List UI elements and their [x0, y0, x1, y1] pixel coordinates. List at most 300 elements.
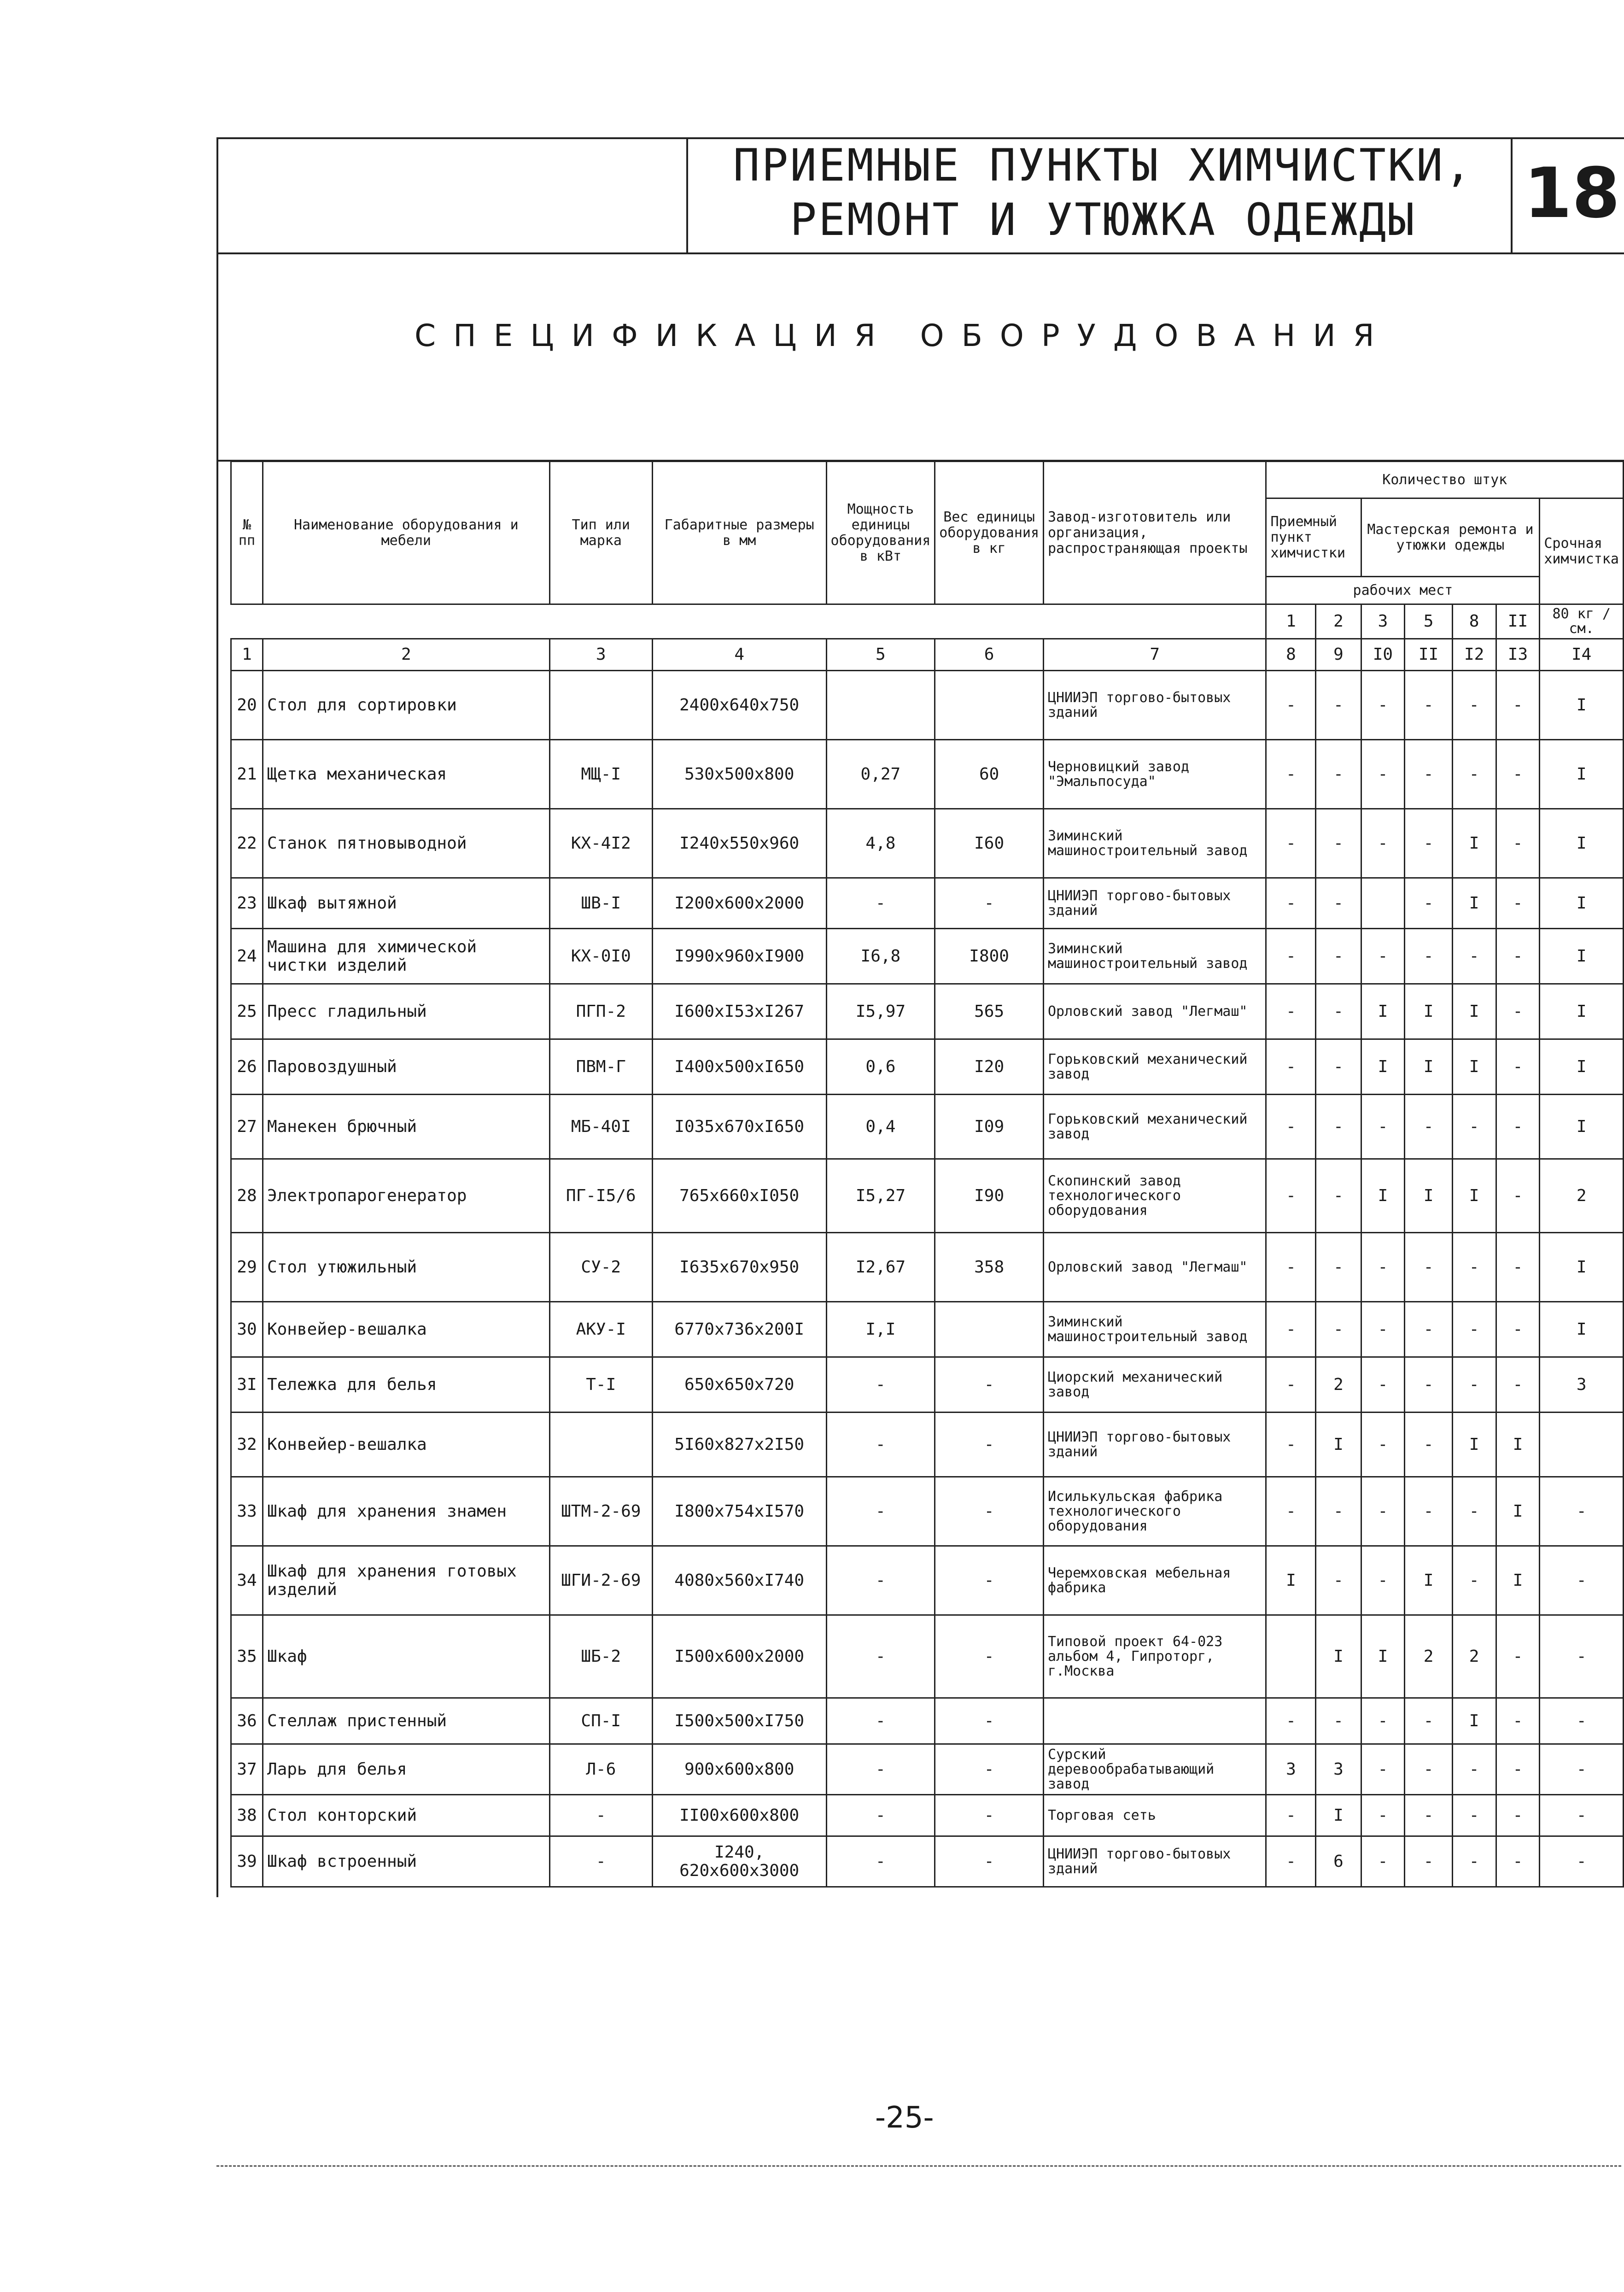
row-number: 37: [231, 1744, 263, 1795]
quantity-cell: -: [1496, 1357, 1540, 1413]
table-row: [231, 1477, 1624, 1546]
quantity-cell: -: [1361, 1546, 1405, 1615]
header-workplaces: рабочих мест: [1266, 577, 1540, 604]
quantity-cell: I: [1540, 1039, 1624, 1095]
equipment-name: Тележка для белья: [263, 1357, 549, 1413]
quantity-cell: -: [1266, 929, 1316, 984]
quantity-cell: -: [1405, 671, 1452, 740]
header-sub-6: II: [1496, 604, 1540, 639]
table-row: [231, 1039, 1624, 1095]
quantity-cell: -: [1266, 809, 1316, 878]
equipment-name: Шкаф вытяжной: [263, 878, 549, 929]
header-quantity: Количество штук: [1266, 462, 1624, 498]
quantity-cell: I: [1452, 878, 1496, 929]
equipment-name: Шкаф для хранения готовых изделий: [263, 1546, 549, 1615]
table-row: [231, 1095, 1624, 1159]
equipment-manufacturer: Горьковский механический завод: [1044, 1095, 1266, 1159]
equipment-weight: -: [935, 1744, 1044, 1795]
quantity-cell: -: [1361, 1233, 1405, 1302]
quantity-cell: -: [1266, 671, 1316, 740]
quantity-cell: -: [1266, 1302, 1316, 1357]
table-row: [231, 1413, 1624, 1477]
quantity-cell: I: [1361, 984, 1405, 1039]
column-number: 6: [935, 639, 1044, 671]
quantity-cell: -: [1316, 1159, 1361, 1233]
equipment-type: -: [549, 1795, 652, 1836]
equipment-manufacturer: Скопинский завод технологического оборудования: [1044, 1159, 1266, 1233]
equipment-name: Щетка механическая: [263, 740, 549, 809]
equipment-type: -: [549, 1836, 652, 1887]
quantity-cell: -: [1496, 1744, 1540, 1795]
equipment-dimensions: I500x500xI750: [652, 1698, 826, 1744]
equipment-type: МЩ-I: [549, 740, 652, 809]
quantity-cell: -: [1496, 1233, 1540, 1302]
quantity-cell: -: [1452, 1744, 1496, 1795]
equipment-name: Шкаф для хранения знамен: [263, 1477, 549, 1546]
column-number: I2: [1452, 639, 1496, 671]
quantity-cell: -: [1266, 1413, 1316, 1477]
equipment-type: КХ-4I2: [549, 809, 652, 878]
quantity-cell: -: [1316, 809, 1361, 878]
equipment-weight: [935, 1302, 1044, 1357]
quantity-cell: -: [1405, 1795, 1452, 1836]
quantity-cell: -: [1266, 1095, 1316, 1159]
table-row: [231, 1233, 1624, 1302]
equipment-manufacturer: ЦНИИЭП торгово-бытовых зданий: [1044, 1413, 1266, 1477]
equipment-manufacturer: Орловский завод "Легмаш": [1044, 1233, 1266, 1302]
equipment-power: -: [826, 1836, 935, 1887]
equipment-power: -: [826, 1546, 935, 1615]
row-number: 33: [231, 1477, 263, 1546]
row-number: 30: [231, 1302, 263, 1357]
equipment-spec-table: [230, 461, 1624, 1888]
quantity-cell: -: [1361, 1302, 1405, 1357]
table-row: [231, 1302, 1624, 1357]
equipment-dimensions: 2400x640x750: [652, 671, 826, 740]
row-number: 20: [231, 671, 263, 740]
quantity-cell: -: [1266, 1795, 1316, 1836]
quantity-cell: I: [1405, 984, 1452, 1039]
quantity-cell: I: [1540, 740, 1624, 809]
header-express: Срочная химчистка: [1540, 498, 1624, 604]
equipment-name: Манекен брючный: [263, 1095, 549, 1159]
quantity-cell: -: [1496, 1302, 1540, 1357]
equipment-type: ШГИ-2-69: [549, 1546, 652, 1615]
quantity-cell: I: [1496, 1546, 1540, 1615]
quantity-cell: -: [1496, 878, 1540, 929]
equipment-dimensions: 4080x560xI740: [652, 1546, 826, 1615]
header-sub-5: 8: [1452, 604, 1496, 639]
quantity-cell: -: [1452, 1357, 1496, 1413]
row-number: 34: [231, 1546, 263, 1615]
quantity-cell: I: [1540, 1302, 1624, 1357]
quantity-cell: I: [1452, 1159, 1496, 1233]
quantity-cell: -: [1405, 929, 1452, 984]
equipment-power: -: [826, 1615, 935, 1698]
quantity-cell: [1361, 878, 1405, 929]
quantity-cell: -: [1266, 1039, 1316, 1095]
quantity-cell: I: [1540, 809, 1624, 878]
column-number-row: [231, 639, 1624, 671]
quantity-cell: -: [1452, 1477, 1496, 1546]
row-number: 39: [231, 1836, 263, 1887]
equipment-type: Л-6: [549, 1744, 652, 1795]
header-sub-2: 2: [1316, 604, 1361, 639]
quantity-cell: -: [1316, 1233, 1361, 1302]
equipment-weight: -: [935, 1698, 1044, 1744]
equipment-dimensions: I200x600x2000: [652, 878, 826, 929]
equipment-power: 4,8: [826, 809, 935, 878]
equipment-dimensions: I240x550x960: [652, 809, 826, 878]
row-number: 29: [231, 1233, 263, 1302]
quantity-cell: -: [1316, 671, 1361, 740]
equipment-dimensions: 650x650x720: [652, 1357, 826, 1413]
equipment-power: -: [826, 1795, 935, 1836]
equipment-name: Конвейер-вешалка: [263, 1413, 549, 1477]
column-number: I0: [1361, 639, 1405, 671]
equipment-type: АКУ-I: [549, 1302, 652, 1357]
quantity-cell: -: [1266, 878, 1316, 929]
column-number: 4: [652, 639, 826, 671]
quantity-cell: I: [1361, 1615, 1405, 1698]
equipment-power: I5,27: [826, 1159, 935, 1233]
equipment-type: КХ-0I0: [549, 929, 652, 984]
equipment-type: [549, 1413, 652, 1477]
equipment-dimensions: 530x500x800: [652, 740, 826, 809]
quantity-cell: -: [1316, 1546, 1361, 1615]
quantity-cell: I: [1540, 878, 1624, 929]
header-weight: Вес единицы оборудования в кг: [935, 462, 1044, 604]
equipment-weight: [935, 671, 1044, 740]
equipment-manufacturer: Торговая сеть: [1044, 1795, 1266, 1836]
header-no: № пп: [231, 462, 263, 604]
equipment-weight: 565: [935, 984, 1044, 1039]
quantity-cell: -: [1496, 1159, 1540, 1233]
quantity-cell: -: [1405, 1302, 1452, 1357]
spec-rows: [231, 671, 1624, 1887]
equipment-manufacturer: Циорский механический завод: [1044, 1357, 1266, 1413]
equipment-name: Ларь для белья: [263, 1744, 549, 1795]
column-number: 2: [263, 639, 549, 671]
equipment-power: 0,4: [826, 1095, 935, 1159]
quantity-cell: I: [1496, 1413, 1540, 1477]
quantity-cell: -: [1452, 1795, 1496, 1836]
quantity-cell: -: [1266, 1159, 1316, 1233]
sheet-number: 18: [1524, 153, 1620, 234]
quantity-cell: -: [1496, 1698, 1540, 1744]
equipment-manufacturer: ЦНИИЭП торгово-бытовых зданий: [1044, 1836, 1266, 1887]
quantity-cell: -: [1452, 1546, 1496, 1615]
quantity-cell: -: [1405, 1095, 1452, 1159]
quantity-cell: 3: [1266, 1744, 1316, 1795]
quantity-cell: -: [1405, 740, 1452, 809]
equipment-manufacturer: Исилькульская фабрика технологического оборудования: [1044, 1477, 1266, 1546]
equipment-type: Т-I: [549, 1357, 652, 1413]
quantity-cell: I: [1316, 1615, 1361, 1698]
quantity-cell: 2: [1316, 1357, 1361, 1413]
equipment-dimensions: I600xI53xI267: [652, 984, 826, 1039]
quantity-cell: I: [1452, 984, 1496, 1039]
row-number: 28: [231, 1159, 263, 1233]
quantity-cell: -: [1540, 1477, 1624, 1546]
equipment-name: Стол конторский: [263, 1795, 549, 1836]
quantity-cell: -: [1266, 1477, 1316, 1546]
table-row: [231, 984, 1624, 1039]
quantity-cell: -: [1405, 1836, 1452, 1887]
row-number: 3I: [231, 1357, 263, 1413]
row-number: 26: [231, 1039, 263, 1095]
equipment-weight: -: [935, 1413, 1044, 1477]
quantity-cell: 2: [1452, 1615, 1496, 1698]
equipment-dimensions: 900x600x800: [652, 1744, 826, 1795]
quantity-cell: -: [1266, 1836, 1316, 1887]
quantity-cell: -: [1496, 1095, 1540, 1159]
equipment-power: I5,97: [826, 984, 935, 1039]
quantity-cell: -: [1405, 1698, 1452, 1744]
table-row: [231, 809, 1624, 878]
quantity-cell: I: [1540, 671, 1624, 740]
header-divider-left: [686, 137, 688, 254]
quantity-cell: -: [1405, 1744, 1452, 1795]
header-name: Наименование оборудования и мебели: [263, 462, 549, 604]
quantity-cell: -: [1496, 1795, 1540, 1836]
quantity-cell: I: [1405, 1159, 1452, 1233]
quantity-cell: -: [1452, 1836, 1496, 1887]
table-row: [231, 1546, 1624, 1615]
equipment-power: I,I: [826, 1302, 935, 1357]
quantity-cell: -: [1316, 1095, 1361, 1159]
quantity-cell: -: [1361, 740, 1405, 809]
equipment-weight: 60: [935, 740, 1044, 809]
equipment-power: -: [826, 878, 935, 929]
quantity-cell: -: [1361, 1698, 1405, 1744]
equipment-type: СП-I: [549, 1698, 652, 1744]
quantity-cell: -: [1405, 1413, 1452, 1477]
equipment-dimensions: I400x500xI650: [652, 1039, 826, 1095]
quantity-cell: I: [1540, 1233, 1624, 1302]
column-number: 7: [1044, 639, 1266, 671]
equipment-power: 0,6: [826, 1039, 935, 1095]
equipment-power: -: [826, 1744, 935, 1795]
equipment-weight: -: [935, 1357, 1044, 1413]
equipment-type: [549, 671, 652, 740]
table-row: [231, 878, 1624, 929]
quantity-cell: -: [1452, 740, 1496, 809]
quantity-cell: 2: [1540, 1159, 1624, 1233]
equipment-manufacturer: Типовой проект 64-023 альбом 4, Гипроторг, г.Москва: [1044, 1615, 1266, 1698]
equipment-weight: 358: [935, 1233, 1044, 1302]
equipment-type: ШТМ-2-69: [549, 1477, 652, 1546]
page-number: -25-: [875, 2101, 934, 2135]
equipment-dimensions: 6770x736x200I: [652, 1302, 826, 1357]
quantity-cell: -: [1316, 1302, 1361, 1357]
row-number: 32: [231, 1413, 263, 1477]
quantity-cell: -: [1266, 1357, 1316, 1413]
quantity-cell: -: [1266, 1698, 1316, 1744]
equipment-dimensions: I800x754xI570: [652, 1477, 826, 1546]
header-title: [714, 138, 1492, 247]
row-number: 35: [231, 1615, 263, 1698]
equipment-weight: -: [935, 878, 1044, 929]
equipment-dimensions: I990x960xI900: [652, 929, 826, 984]
equipment-manufacturer: Горьковский механический завод: [1044, 1039, 1266, 1095]
quantity-cell: -: [1540, 1615, 1624, 1698]
quantity-cell: -: [1361, 1095, 1405, 1159]
quantity-cell: -: [1361, 671, 1405, 740]
equipment-manufacturer: Черновицкий завод "Эмальпосуда": [1044, 740, 1266, 809]
equipment-power: -: [826, 1357, 935, 1413]
table-row: [231, 1698, 1624, 1744]
equipment-type: ПГ-I5/6: [549, 1159, 652, 1233]
row-number: 23: [231, 878, 263, 929]
quantity-cell: -: [1496, 1039, 1540, 1095]
spec-title: СПЕЦИФИКАЦИЯ ОБОРУДОВАНИЯ: [415, 318, 1392, 353]
equipment-power: -: [826, 1413, 935, 1477]
quantity-cell: -: [1496, 671, 1540, 740]
quantity-cell: I: [1540, 1095, 1624, 1159]
quantity-cell: I: [1316, 1413, 1361, 1477]
table-row: [231, 1836, 1624, 1887]
equipment-weight: I09: [935, 1095, 1044, 1159]
quantity-cell: [1266, 1615, 1316, 1698]
equipment-manufacturer: Зиминский машиностроительный завод: [1044, 1302, 1266, 1357]
quantity-cell: I: [1316, 1795, 1361, 1836]
equipment-weight: I800: [935, 929, 1044, 984]
equipment-name: Шкаф встроенный: [263, 1836, 549, 1887]
equipment-dimensions: I035x670xI650: [652, 1095, 826, 1159]
quantity-cell: -: [1361, 1413, 1405, 1477]
equipment-manufacturer: ЦНИИЭП торгово-бытовых зданий: [1044, 878, 1266, 929]
equipment-weight: -: [935, 1795, 1044, 1836]
quantity-cell: I: [1405, 1546, 1452, 1615]
equipment-manufacturer: Сурский деревообрабатывающий завод: [1044, 1744, 1266, 1795]
bottom-rule: [216, 2165, 1621, 2167]
equipment-type: ШБ-2: [549, 1615, 652, 1698]
equipment-name: Шкаф: [263, 1615, 549, 1698]
equipment-power: I6,8: [826, 929, 935, 984]
header-sub-7: 80 кг /см.: [1540, 604, 1624, 639]
quantity-cell: -: [1361, 1744, 1405, 1795]
quantity-cell: I: [1496, 1477, 1540, 1546]
equipment-name: Машина для химической чистки изделий: [263, 929, 549, 984]
quantity-cell: -: [1452, 1095, 1496, 1159]
equipment-type: МБ-40I: [549, 1095, 652, 1159]
quantity-cell: 2: [1405, 1615, 1452, 1698]
quantity-cell: I: [1540, 984, 1624, 1039]
quantity-cell: -: [1361, 1795, 1405, 1836]
equipment-manufacturer: Зиминский машиностроительный завод: [1044, 809, 1266, 878]
quantity-cell: -: [1361, 1836, 1405, 1887]
equipment-weight: I90: [935, 1159, 1044, 1233]
header-divider-right: [1511, 137, 1513, 254]
equipment-type: ПГП-2: [549, 984, 652, 1039]
quantity-cell: -: [1361, 1357, 1405, 1413]
header-sub-3: 3: [1361, 604, 1405, 639]
quantity-cell: I: [1361, 1159, 1405, 1233]
equipment-name: Пресс гладильный: [263, 984, 549, 1039]
quantity-cell: I: [1452, 1413, 1496, 1477]
column-number: 5: [826, 639, 935, 671]
equipment-dimensions: I635x670x950: [652, 1233, 826, 1302]
quantity-cell: I: [1452, 1698, 1496, 1744]
equipment-manufacturer: Черемховская мебельная фабрика: [1044, 1546, 1266, 1615]
quantity-cell: -: [1316, 740, 1361, 809]
quantity-cell: -: [1361, 809, 1405, 878]
equipment-dimensions: I240, 620x600x3000: [652, 1836, 826, 1887]
column-number: 9: [1316, 639, 1361, 671]
equipment-dimensions: 5I60x827x2I50: [652, 1413, 826, 1477]
quantity-cell: -: [1452, 929, 1496, 984]
quantity-cell: -: [1405, 809, 1452, 878]
header-manufacturer: Завод-изготовитель или организация, распространяющая проекты: [1044, 462, 1266, 604]
equipment-type: СУ-2: [549, 1233, 652, 1302]
quantity-cell: -: [1316, 1477, 1361, 1546]
equipment-dimensions: 765x660xI050: [652, 1159, 826, 1233]
quantity-cell: -: [1496, 740, 1540, 809]
equipment-power: -: [826, 1477, 935, 1546]
equipment-weight: -: [935, 1836, 1044, 1887]
quantity-cell: -: [1540, 1698, 1624, 1744]
column-number: II: [1405, 639, 1452, 671]
quantity-cell: -: [1452, 1302, 1496, 1357]
equipment-name: Стол утюжильный: [263, 1233, 549, 1302]
equipment-weight: -: [935, 1477, 1044, 1546]
header-dimensions: Габаритные размеры в мм: [652, 462, 826, 604]
equipment-type: ШВ-I: [549, 878, 652, 929]
table-row: [231, 1159, 1624, 1233]
quantity-cell: -: [1361, 929, 1405, 984]
equipment-manufacturer: Зиминский машиностроительный завод: [1044, 929, 1266, 984]
equipment-weight: -: [935, 1615, 1044, 1698]
quantity-cell: -: [1316, 1698, 1361, 1744]
quantity-cell: I: [1405, 1039, 1452, 1095]
header-workshop: Мастерская ремонта и утюжки одежды: [1361, 498, 1540, 577]
quantity-cell: -: [1496, 1836, 1540, 1887]
equipment-dimensions: II00x600x800: [652, 1795, 826, 1836]
header-sub-4: 5: [1405, 604, 1452, 639]
equipment-name: Электропарогенератор: [263, 1159, 549, 1233]
quantity-cell: -: [1452, 1233, 1496, 1302]
header-sub-1: 1: [1266, 604, 1316, 639]
equipment-power: -: [826, 1698, 935, 1744]
quantity-cell: -: [1540, 1744, 1624, 1795]
quantity-cell: -: [1316, 984, 1361, 1039]
quantity-cell: -: [1405, 1477, 1452, 1546]
equipment-name: Стол для сортировки: [263, 671, 549, 740]
header-title-line2: РЕМОНТ И УТЮЖКА ОДЕЖДЫ: [790, 194, 1416, 246]
row-number: 27: [231, 1095, 263, 1159]
quantity-cell: I: [1540, 929, 1624, 984]
quantity-cell: I: [1452, 1039, 1496, 1095]
equipment-dimensions: I500x600x2000: [652, 1615, 826, 1698]
row-number: 36: [231, 1698, 263, 1744]
equipment-power: I2,67: [826, 1233, 935, 1302]
quantity-cell: I: [1361, 1039, 1405, 1095]
quantity-cell: -: [1540, 1546, 1624, 1615]
column-number: I4: [1540, 639, 1624, 671]
table-row: [231, 1615, 1624, 1698]
equipment-manufacturer: ЦНИИЭП торгово-бытовых зданий: [1044, 671, 1266, 740]
quantity-cell: I: [1266, 1546, 1316, 1615]
column-number: I3: [1496, 639, 1540, 671]
column-number: 1: [231, 639, 263, 671]
quantity-cell: -: [1405, 1233, 1452, 1302]
table-row: [231, 929, 1624, 984]
quantity-cell: -: [1540, 1795, 1624, 1836]
header-type: Тип или марка: [549, 462, 652, 604]
equipment-weight: I20: [935, 1039, 1044, 1095]
quantity-cell: 3: [1540, 1357, 1624, 1413]
